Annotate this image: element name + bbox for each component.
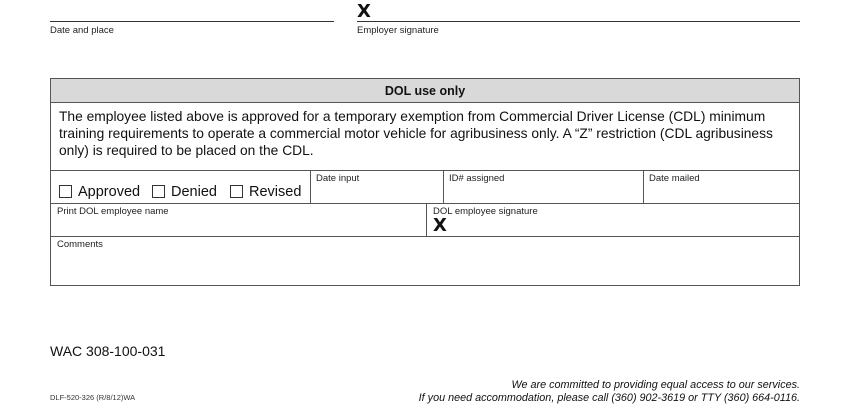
row-divider [51,236,799,237]
revised-checkbox[interactable] [230,185,243,198]
accessibility-notice-line-1: We are committed to providing equal access to our services. [511,379,800,391]
row-divider [51,170,799,171]
date-mailed-label: Date mailed [649,173,700,184]
row-divider [51,203,799,204]
form-id: DLF-520-326 (R/8/12)WA [50,393,136,402]
date-input-label: Date input [316,173,360,184]
dol-signature-x-mark: X [433,215,447,236]
denied-label: Denied [171,184,217,200]
dol-employee-signature-label: DOL employee signature [433,206,538,217]
employer-signature-x-mark: X [357,1,371,22]
accessibility-notice-line-2: If you need accommodation, please call (360) 902-3619 or TTY (360) 664-0116. [418,392,800,404]
approved-label: Approved [78,184,141,200]
column-divider [443,170,444,203]
column-divider [426,203,427,236]
approved-checkbox[interactable] [59,185,72,198]
dol-use-only-header: DOL use only [51,79,799,103]
employer-signature-line[interactable] [357,21,800,22]
denied-checkbox[interactable] [152,185,165,198]
comments-label: Comments [57,239,103,250]
column-divider [643,170,644,203]
wac-reference: WAC 308-100-031 [50,343,166,359]
print-dol-employee-name-label: Print DOL employee name [57,206,169,217]
date-place-line[interactable] [50,21,334,22]
id-assigned-label: ID# assigned [449,173,505,184]
date-place-label: Date and place [50,25,114,36]
column-divider [310,170,311,203]
employer-signature-label: Employer signature [357,25,439,36]
dol-use-only-box [50,78,800,286]
dol-approval-statement: The employee listed above is approved for a temporary exemption from Commercial Driver License (CDL) minimum training requirements to operate a commercial motor vehicle for agribusiness only. A “Z” restriction (CDL agribusiness only) is required to be placed on the CDL. [59,109,773,158]
revised-label: Revised [249,184,302,200]
